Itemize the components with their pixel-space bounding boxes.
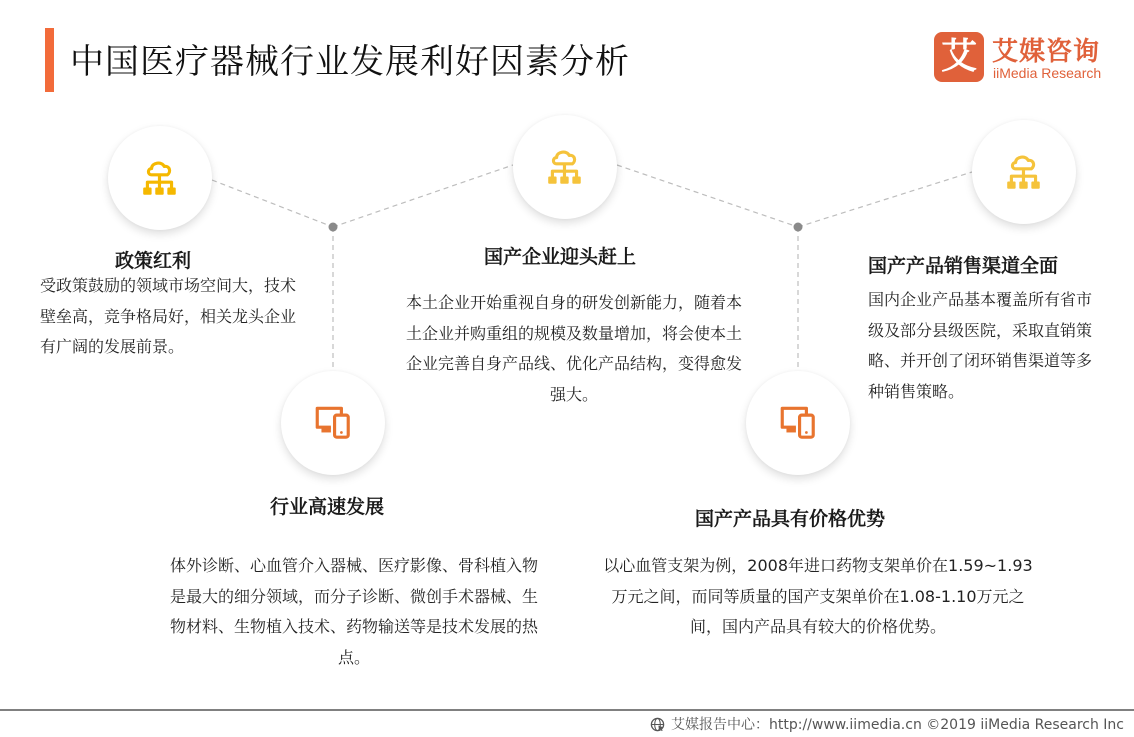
devices-icon xyxy=(312,402,354,444)
footer-divider xyxy=(0,709,1134,711)
factor-desc-domestic-enterprise: 本土企业开始重视自身的研发创新能力，随着本土企业并购重组的规模及数量增加，将会使本土企业完善自身产品线、优化产品结构，变得愈发强大。 xyxy=(405,293,742,404)
factor-title-policy: 政策红利 xyxy=(115,250,192,272)
factor-icon-circle-sales-channel xyxy=(972,120,1076,224)
factor-title-price-advantage: 国产产品具有价格优势 xyxy=(695,508,886,530)
logo-name-cn: 艾媒咨询 xyxy=(992,37,1101,67)
cloud-network-icon xyxy=(1003,151,1045,193)
cloud-network-icon xyxy=(139,157,181,199)
factor-desc-industry-growth: 体外诊断、心血管介入器械、医疗影像、骨科植入物是最大的细分领域，而分子诊断、微创手术器械、生物材料、生物植入技术、药物输送等是技术发展的热点。 xyxy=(169,556,538,667)
factor-desc-price-advantage: 以心血管支架为例，2008年进口药物支架单价在1.59~1.93万元之间，而同等质量的国产支架单价在1.08-1.10万元之间，国内产品具有较大的价格优势。 xyxy=(603,556,1033,636)
factor-title-domestic-enterprise: 国产企业迎头赶上 xyxy=(484,246,637,268)
devices-icon xyxy=(777,402,819,444)
factor-title-sales-channel: 国产产品销售渠道全面 xyxy=(868,255,1059,277)
factor-icon-circle-domestic-enterprise xyxy=(513,115,617,219)
junction-dot xyxy=(794,223,803,232)
cloud-network-icon xyxy=(544,146,586,188)
factor-icon-circle-industry-growth xyxy=(281,371,385,475)
factor-desc-policy: 受政策鼓励的领域市场空间大，技术壁垒高，竞争格局好，相关龙头企业有广阔的发展前景。 xyxy=(40,276,297,356)
factor-icon-circle-policy xyxy=(108,126,212,230)
factor-desc-sales-channel: 国内企业产品基本覆盖所有省市级及部分县级医院，采取直销策略、并开创了闭环销售渠道等多种销售策略。 xyxy=(868,290,1093,401)
page-title: 中国医疗器械行业发展利好因素分析 xyxy=(70,42,630,82)
logo-mark: 艾 xyxy=(934,32,984,82)
logo-name-en: iiMedia Research xyxy=(993,65,1102,81)
junction-dot xyxy=(329,223,338,232)
globe-icon xyxy=(650,717,665,732)
factor-icon-circle-price-advantage xyxy=(746,371,850,475)
footer xyxy=(650,714,1124,734)
footer-text: 艾媒报告中心：http://www.iimedia.cn ©2019 iiMedia Research Inc xyxy=(671,717,1124,733)
factor-title-industry-growth: 行业高速发展 xyxy=(270,496,385,518)
